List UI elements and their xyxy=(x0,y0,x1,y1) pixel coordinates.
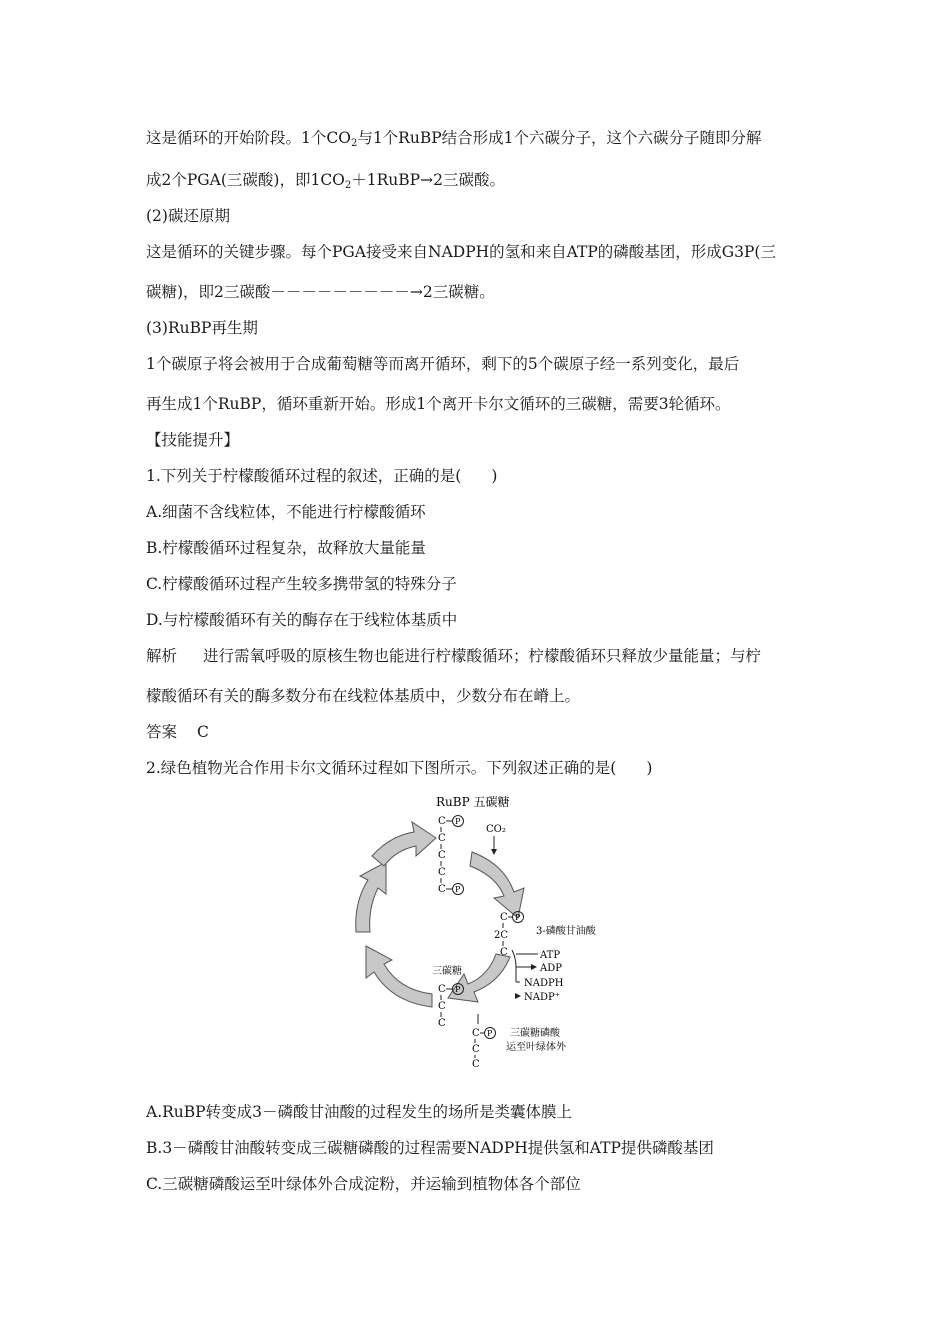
question-2-stem: 2.绿色植物光合作用卡尔文循环过程如下图所示。下列叙述正确的是( ) xyxy=(146,759,653,777)
analysis-line: 檬酸循环有关的酶多数分布在线粒体基质中，少数分布在嵴上。 xyxy=(146,687,581,705)
g3p-chain xyxy=(472,1028,496,1071)
analysis-label: 解析 xyxy=(146,647,178,665)
svg-text:C: C xyxy=(438,850,446,861)
subheading: (2)碳还原期 xyxy=(146,207,230,225)
rubp-label: RuBP 五碳糖 xyxy=(436,795,510,809)
rubp-chain xyxy=(438,816,464,896)
svg-text:C: C xyxy=(438,1018,446,1029)
cycle-arrow-top-left xyxy=(372,822,436,866)
g3p-label: 三碳糖磷酸 xyxy=(510,1028,560,1039)
answer-label: 答案 xyxy=(146,723,178,741)
analysis: 解析 进行需氧呼吸的原核生物也能进行柠檬酸循环；柠檬酸循环只释放少量能量；与柠 xyxy=(146,647,762,665)
co2-label: CO₂ xyxy=(486,824,506,835)
phosphate-icon: P xyxy=(515,913,521,922)
option-c: C.柠檬酸循环过程产生较多携带氢的特殊分子 xyxy=(146,575,457,593)
answer-value: C xyxy=(197,723,209,741)
question-1-stem: 1.下列关于柠檬酸循环过程的叙述，正确的是( ) xyxy=(146,467,498,485)
phosphate-icon: P xyxy=(455,885,461,894)
section-title: 【技能提升】 xyxy=(146,431,240,449)
atp-label: ATP xyxy=(540,950,561,961)
subheading: (3)RuBP再生期 xyxy=(146,319,258,337)
cycle-arrow-bottom-left xyxy=(366,946,432,1007)
svg-text:C: C xyxy=(500,947,508,958)
svg-text:C: C xyxy=(438,984,446,995)
svg-text:C: C xyxy=(438,884,446,895)
paragraph-line: 这是循环的开始阶段。1个$CO_2$与1个RuBP结合形成1个六碳分子，这个六碳分子随即分解 xyxy=(146,129,762,149)
nadp-label: NADP⁺ xyxy=(524,992,560,1003)
svg-text:C: C xyxy=(472,1059,480,1070)
svg-text:C: C xyxy=(500,912,508,923)
svg-text:C: C xyxy=(438,1001,446,1012)
svg-text:C: C xyxy=(438,867,446,878)
q2-option-a: A.RuBP转变成3－磷酸甘油酸的过程发生的场所是类囊体膜上 xyxy=(146,1103,572,1121)
paragraph-line: 1个碳原子将会被用于合成葡萄糖等而离开循环，剩下的5个碳原子经一系列变化，最后 xyxy=(146,355,740,373)
phosphate-icon: P xyxy=(455,817,461,826)
option-a: A.细菌不含线粒体，不能进行柠檬酸循环 xyxy=(146,503,426,521)
cycle-arrow-top-right xyxy=(470,852,524,918)
option-b: B.柠檬酸循环过程复杂，故释放大量能量 xyxy=(146,539,426,557)
answer xyxy=(146,722,209,742)
pga-chain xyxy=(494,912,524,959)
svg-text:2C: 2C xyxy=(494,930,509,941)
paragraph-line: 这是循环的关键步骤。每个PGA接受来自NADPH的氢和来自ATP的磷酸基团，形成G3P(三 xyxy=(146,243,776,261)
phosphate-icon: P xyxy=(487,1029,493,1038)
q2-option-c: C.三碳糖磷酸运至叶绿体外合成淀粉，并运输到植物体各个部位 xyxy=(146,1175,581,1193)
q2-option-b: B.3－磷酸甘油酸转变成三碳糖磷酸的过程需要NADPH提供氢和ATP提供磷酸基团 xyxy=(146,1139,714,1157)
pga-label: 3-磷酸甘油酸 xyxy=(536,926,596,937)
calvin-cycle-diagram xyxy=(344,792,620,1072)
g3p-export-label: 运至叶绿体外 xyxy=(506,1042,566,1053)
option-d: D.与柠檬酸循环有关的酶存在于线粒体基质中 xyxy=(146,611,458,629)
energy-branch xyxy=(512,950,516,982)
svg-text:C: C xyxy=(438,816,446,827)
svg-text:C: C xyxy=(438,833,446,844)
paragraph-line: 再生成1个RuBP，循环重新开始。形成1个离开卡尔文循环的三碳糖，需要3轮循环。 xyxy=(146,395,731,413)
adp-label: ADP xyxy=(540,963,562,974)
paragraph-line: 成2个PGA(三碳酸)，即$1CO_2+1RuBP\to 2$三碳酸。 xyxy=(146,171,505,191)
nadph-label: NADPH xyxy=(524,978,564,989)
triose-label: 三碳糖 xyxy=(432,966,462,977)
phosphate-icon: P xyxy=(455,985,461,994)
paragraph-line: 碳糖)，即2三碳酸－－－－－－－－－→2三碳糖。 xyxy=(146,283,495,301)
cycle-arrow-left xyxy=(356,862,386,932)
triose-chain xyxy=(438,984,464,1030)
svg-text:C: C xyxy=(472,1028,480,1039)
svg-text:C: C xyxy=(472,1044,480,1055)
